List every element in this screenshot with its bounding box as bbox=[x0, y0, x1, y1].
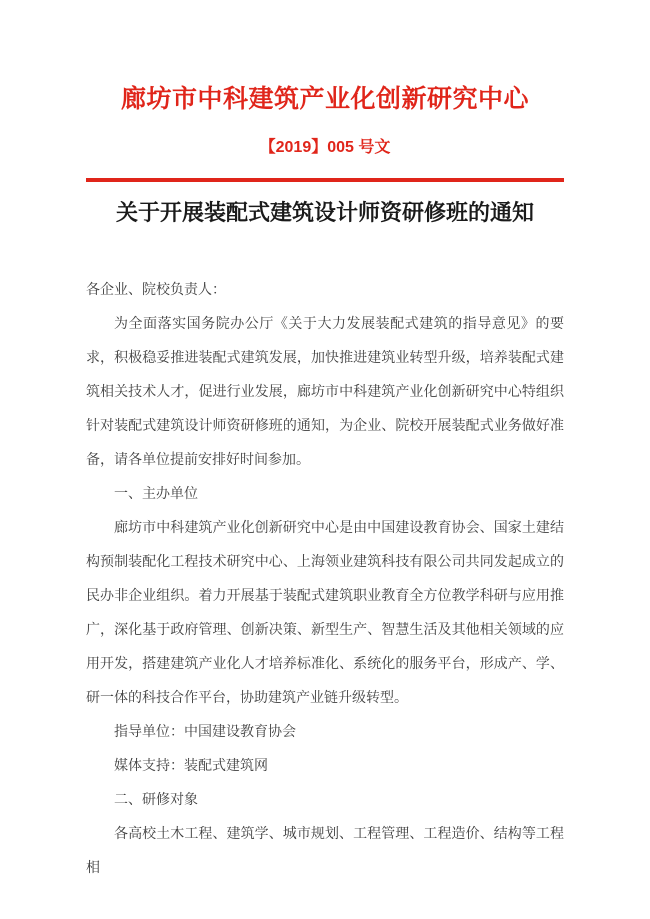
organization-title: 廊坊市中科建筑产业化创新研究中心 bbox=[120, 85, 529, 113]
paragraph-intro: 为全面落实国务院办公厅《关于大力发展装配式建筑的指导意见》的要求，积极稳妥推进装配式建筑发展，加快推进建筑业转型升级，培养装配式建筑相关技术人才，促进行业发展，廊坊市中科建筑产业化创新研究中心特组织针对装配式建筑设计师资研修班的通知，为企业、院校开展装配式业务做好准备，请各单位提前安排好时间参加。 bbox=[86, 315, 564, 467]
section-heading-organizer: 一、主办单位 bbox=[114, 485, 198, 501]
red-divider bbox=[86, 178, 564, 182]
paragraph-audience: 各高校土木工程、建筑学、城市规划、工程管理、工程造价、结构等工程相 bbox=[86, 825, 564, 875]
notice-body bbox=[86, 272, 564, 884]
notice-title: 关于开展装配式建筑设计师资研修班的通知 bbox=[115, 200, 534, 225]
salutation: 各企业、院校负责人： bbox=[86, 281, 226, 297]
document-number: 【2019】005 号文 bbox=[259, 139, 391, 156]
section-heading-audience: 二、研修对象 bbox=[114, 791, 198, 807]
paragraph-media-support: 媒体支持：装配式建筑网 bbox=[114, 757, 268, 773]
paragraph-guidance-unit: 指导单位：中国建设教育协会 bbox=[114, 723, 296, 739]
paragraph-organizer-description: 廊坊市中科建筑产业化创新研究中心是由中国建设教育协会、国家土建结构预制装配化工程技术研究中心、上海领业建筑科技有限公司共同发起成立的民办非企业组织。着力开展基于装配式建筑职业教育全方位教学科研与应用推广，深化基于政府管理、创新决策、新型生产、智慧生活及其他相关领域的应用开发，搭建建筑产业化人才培养标准化、系统化的服务平台，形成产、学、研一体的科技合作平台，协助建筑产业链升级转型。 bbox=[86, 519, 564, 705]
